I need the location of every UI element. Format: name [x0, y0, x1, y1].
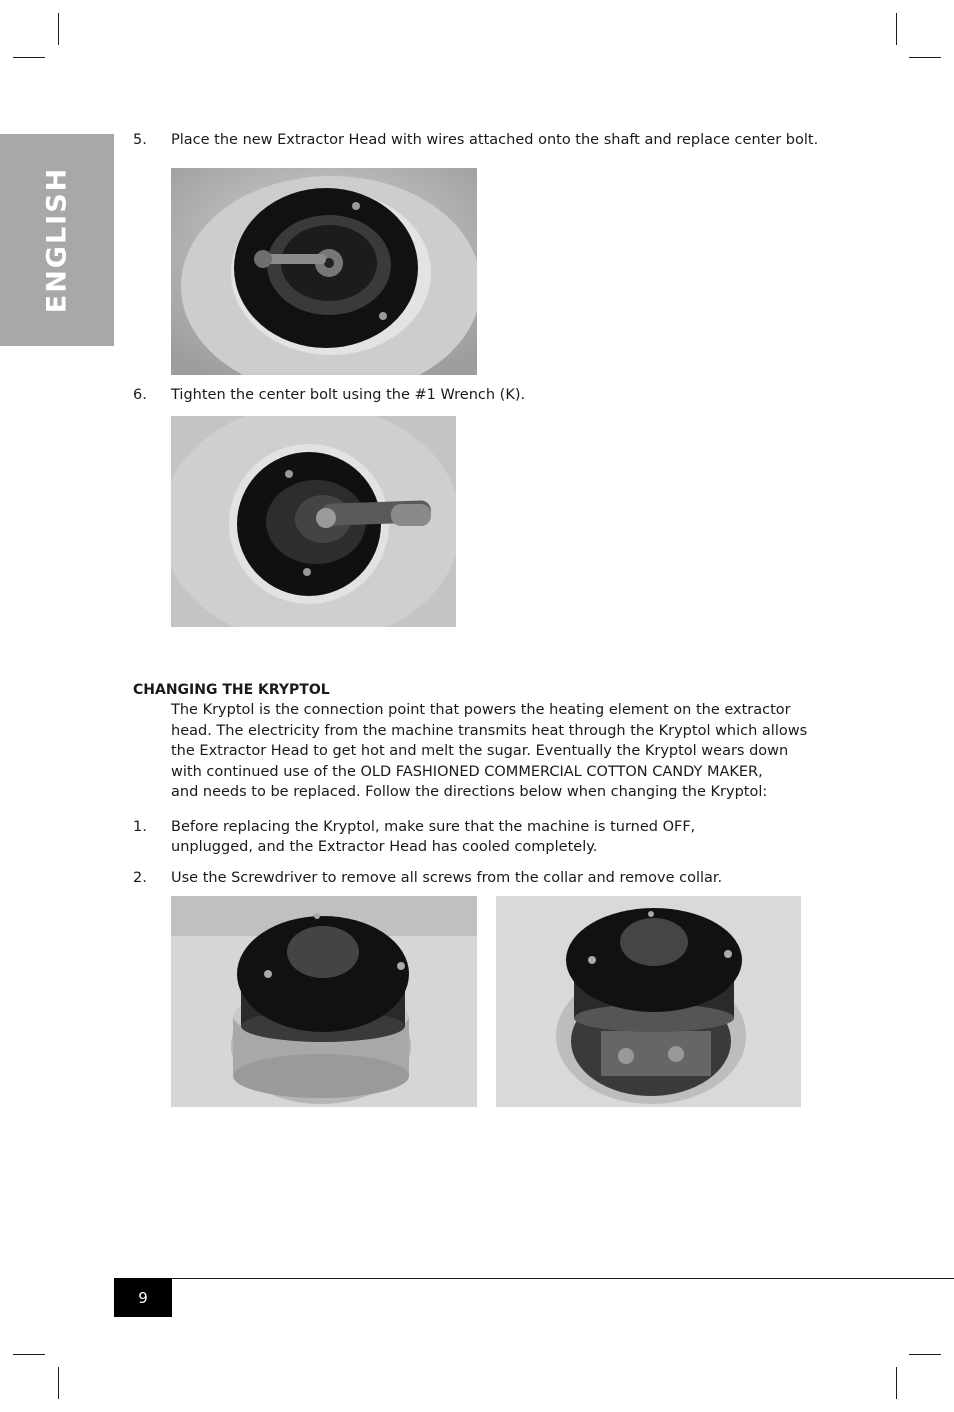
crop-mark: [58, 1367, 59, 1399]
step-number: 2.: [133, 870, 147, 886]
footer-rule: [114, 1278, 954, 1279]
section-heading: CHANGING THE KRYPTOL: [133, 682, 330, 698]
step-text: Use the Screwdriver to remove all screws from the collar and remove collar.: [171, 870, 723, 886]
crop-mark: [909, 57, 941, 58]
crop-mark: [13, 57, 45, 58]
wrench-tightening-photo: [171, 416, 456, 627]
paragraph-line: the Extractor Head to get hot and melt the sugar. Eventually the Kryptol wears down: [171, 743, 789, 759]
step-number: 1.: [133, 819, 147, 835]
crop-mark: [896, 1367, 897, 1399]
paragraph-line: and needs to be replaced. Follow the directions below when changing the Kryptol:: [171, 784, 768, 800]
paragraph-line: head. The electricity from the machine transmits heat through the Kryptol which allows: [171, 723, 808, 739]
extractor-head-photo: [171, 168, 477, 375]
paragraph-line: with continued use of the OLD FASHIONED COMMERCIAL COTTON CANDY MAKER,: [171, 764, 763, 780]
step-text: Before replacing the Kryptol, make sure that the machine is turned OFF,: [171, 819, 696, 835]
step-number: 6.: [133, 387, 147, 403]
collar-removed-photo: [496, 896, 801, 1107]
paragraph-line: The Kryptol is the connection point that powers the heating element on the extractor: [171, 702, 791, 718]
step-text: unplugged, and the Extractor Head has cooled completely.: [171, 839, 598, 855]
step-text: Place the new Extractor Head with wires attached onto the shaft and replace center bolt.: [171, 132, 819, 148]
collar-attached-photo: [171, 896, 477, 1107]
crop-mark: [909, 1354, 941, 1355]
language-tab: [0, 134, 114, 346]
page-number-label: 9: [138, 1288, 148, 1307]
crop-mark: [896, 13, 897, 45]
crop-mark: [13, 1354, 45, 1355]
step-text: Tighten the center bolt using the #1 Wrench (K).: [171, 387, 526, 403]
step-number: 5.: [133, 132, 147, 148]
page-number: [114, 1278, 172, 1317]
language-tab-label: ENGLISH: [41, 166, 73, 314]
crop-mark: [58, 13, 59, 45]
